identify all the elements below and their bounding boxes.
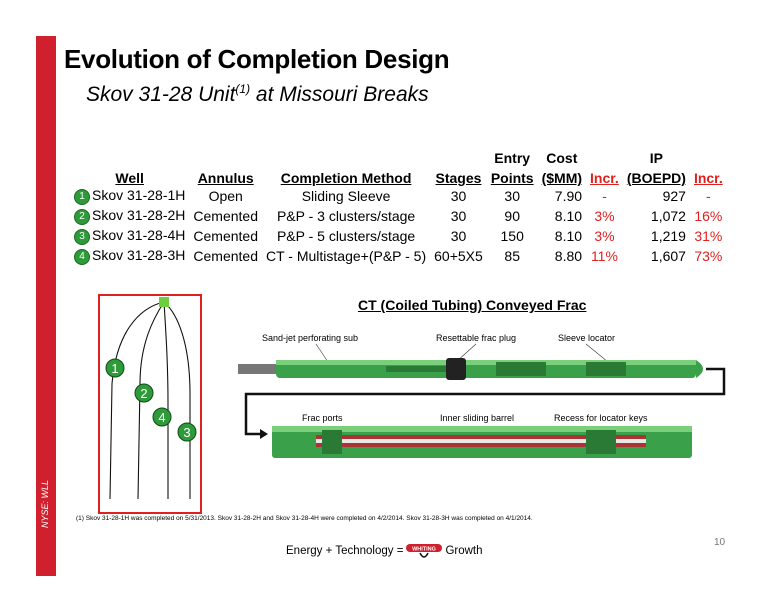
well-number-badge: 3 xyxy=(74,229,90,245)
flow-arrow xyxy=(246,369,724,434)
annulus-cell: Cemented xyxy=(193,228,258,244)
ticker-label: NYSE: WLL xyxy=(40,479,50,528)
stages-cell: 30 xyxy=(450,208,467,224)
table-row xyxy=(70,226,727,246)
cost-cell: 8.80 xyxy=(554,248,583,264)
header-entry: Entry xyxy=(494,150,531,166)
well-cell xyxy=(70,246,189,266)
label-sandjet: Sand-jet perforating sub xyxy=(262,333,359,343)
well-name: Skov 31-28-1H xyxy=(92,187,186,204)
header-method: Completion Method xyxy=(280,170,412,186)
ip-incr-cell: 16% xyxy=(694,208,723,224)
svg-text:WHITING: WHITING xyxy=(412,546,437,553)
well-number-badge: 1 xyxy=(74,189,90,205)
header-stages: Stages xyxy=(435,170,482,186)
coiled-tubing xyxy=(238,364,276,374)
page-subtitle: Skov 31-28 Unit$^{(1)}$ at Missouri Breaks xyxy=(86,82,429,106)
ip-cell: 927 xyxy=(662,188,686,204)
header-cost-units: ($MM) xyxy=(541,170,583,186)
label-recess: Recess for locator keys xyxy=(554,413,648,423)
header-cost: Cost xyxy=(546,150,578,166)
well-name: Skov 31-28-2H xyxy=(92,207,186,224)
entry-points-cell: 90 xyxy=(504,208,520,224)
footer-right-text: Growth xyxy=(445,545,483,557)
table-header-row-top xyxy=(70,146,727,166)
label-ports: Frac ports xyxy=(302,413,343,423)
well-cell xyxy=(70,186,189,206)
header-well: Well xyxy=(115,170,144,186)
upper-tool-string xyxy=(276,358,703,380)
header-ip-incr: Incr. xyxy=(693,170,723,186)
table-header-row xyxy=(70,166,727,186)
entry-points-cell: 150 xyxy=(500,228,524,244)
table-row xyxy=(70,246,727,266)
label-locator: Sleeve locator xyxy=(558,333,616,343)
ip-cell: 1,072 xyxy=(650,208,686,224)
table-row xyxy=(70,206,727,226)
label-plug: Resettable frac plug xyxy=(436,333,517,343)
method-cell: P&P - 3 clusters/stage xyxy=(276,208,416,224)
cost-incr-cell: 3% xyxy=(594,228,615,244)
well-cell xyxy=(70,206,189,226)
header-cost-incr: Incr. xyxy=(590,170,619,186)
cost-cell: 7.90 xyxy=(554,188,583,204)
entry-points-cell: 30 xyxy=(504,188,520,204)
well-marker-label: 3 xyxy=(183,425,191,440)
ip-cell: 1,219 xyxy=(650,228,686,244)
header-ip: IP xyxy=(649,150,663,166)
cost-cell: 8.10 xyxy=(554,228,583,244)
well-name: Skov 31-28-4H xyxy=(92,227,186,244)
stages-cell: 30 xyxy=(450,188,467,204)
annulus-cell: Cemented xyxy=(193,248,258,264)
ip-incr-cell: - xyxy=(706,188,711,204)
ip-cell: 1,607 xyxy=(650,248,686,264)
cost-incr-cell: - xyxy=(602,188,607,204)
well-marker-label: 1 xyxy=(111,361,119,376)
wellbore-4 xyxy=(164,302,168,499)
header-boepd: (BOEPD) xyxy=(626,170,686,186)
well-number-badge: 2 xyxy=(74,209,90,225)
ip-incr-cell: 31% xyxy=(694,228,723,244)
method-cell: P&P - 5 clusters/stage xyxy=(276,228,416,244)
method-cell: Sliding Sleeve xyxy=(301,188,391,204)
page-number: 10 xyxy=(714,537,726,548)
ip-incr-cell: 73% xyxy=(694,248,723,264)
method-cell: CT - Multistage+(P&P - 5) xyxy=(265,248,427,264)
ct-diagram-title: CT (Coiled Tubing) Conveyed Frac xyxy=(358,297,587,313)
cost-incr-cell: 11% xyxy=(590,248,618,264)
entry-points-cell: 85 xyxy=(504,248,520,264)
completion-table xyxy=(70,146,727,266)
well-name: Skov 31-28-3H xyxy=(92,247,186,264)
stages-cell: 60+5X5 xyxy=(434,248,483,264)
whiting-logo xyxy=(406,541,442,561)
header-annulus: Annulus xyxy=(197,170,254,186)
frac-plug-element xyxy=(446,358,466,380)
wellbore-1 xyxy=(110,302,164,499)
lower-sliding-sleeve xyxy=(272,426,692,458)
well-cell xyxy=(70,226,189,246)
cost-incr-cell: 3% xyxy=(594,208,615,224)
stages-cell: 30 xyxy=(450,228,467,244)
annulus-cell: Open xyxy=(208,188,243,204)
pad-marker xyxy=(159,297,169,307)
footnote: (1) Skov 31-28-1H was completed on 5/31/2013. Skov 31-28-2H and Skov 31-28-4H were completed on 4/2/2014. Skov 31-28-3H was completed on 4/1/2014. xyxy=(76,515,533,522)
cost-cell: 8.10 xyxy=(554,208,583,224)
table-row xyxy=(70,186,727,206)
header-points: Points xyxy=(490,170,534,186)
footer-left-text: Energy + Technology = xyxy=(286,545,404,557)
ct-frac-diagram xyxy=(236,322,732,482)
well-number-badge: 4 xyxy=(74,249,90,265)
footer-tagline xyxy=(286,541,483,561)
well-marker-label: 2 xyxy=(140,386,148,401)
page-title: Evolution of Completion Design xyxy=(64,44,450,74)
well-map xyxy=(98,294,202,514)
well-marker-label: 4 xyxy=(158,410,166,425)
label-barrel: Inner sliding barrel xyxy=(440,413,515,423)
annulus-cell: Cemented xyxy=(193,208,258,224)
